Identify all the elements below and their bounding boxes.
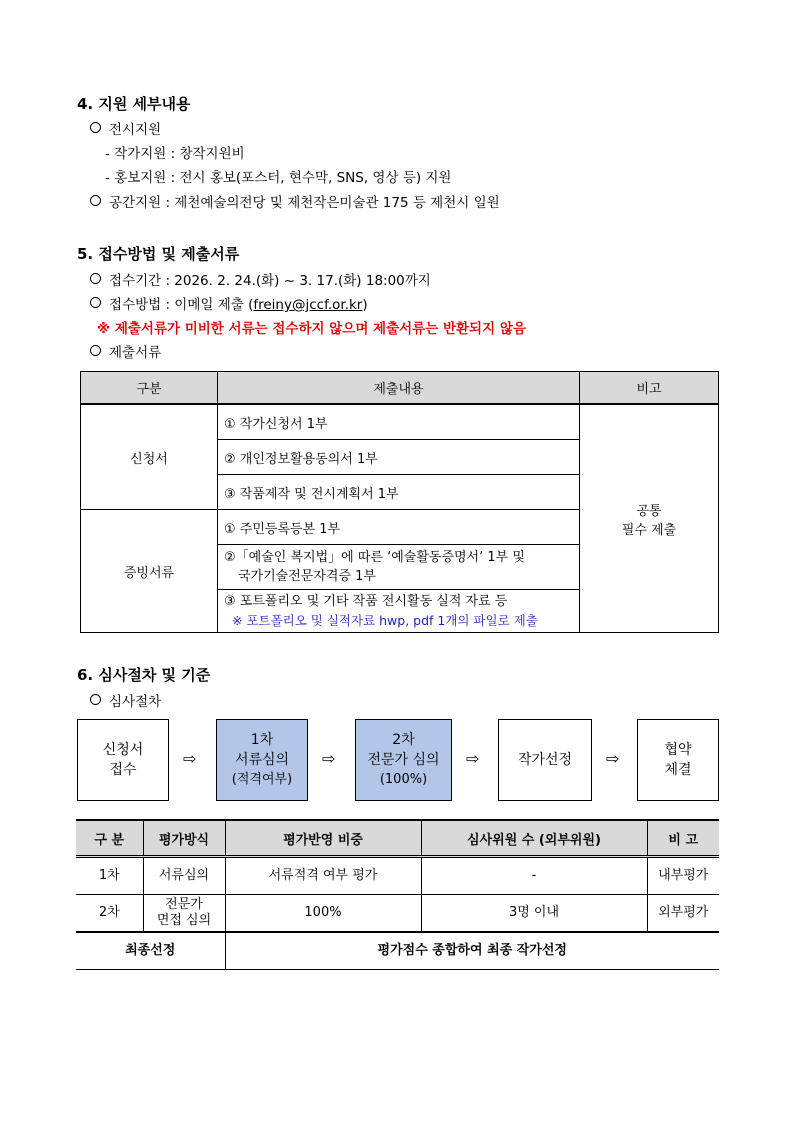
doc-item: [218, 590, 580, 633]
email-link[interactable]: freiny@jccf.or.kr: [253, 297, 363, 313]
documents-table: [80, 371, 719, 633]
final-label: 최종선정: [76, 932, 225, 970]
documents-item: [90, 341, 161, 361]
circle-bullet-icon: [90, 195, 101, 206]
circle-bullet-icon: [90, 345, 101, 356]
final-text: 평가점수 종합하여 최종 작가선정: [225, 932, 719, 970]
step-line: 접수: [109, 762, 137, 778]
right-arrow-icon: ⇨: [322, 749, 336, 768]
table-row: [76, 857, 719, 895]
doc-item: ③ 작품제작 및 전시계획서 1부: [218, 475, 580, 510]
table-row: [76, 895, 719, 933]
final-selection-row: [76, 932, 719, 970]
table-header-row: [81, 372, 719, 405]
promotion-support-line: - 홍보지원 : 전시 홍보(포스터, 현수막, SNS, 영상 등) 지원: [105, 170, 452, 186]
header-remark: 비고: [580, 372, 719, 405]
cell-method: 전문가 면접 심의: [143, 895, 225, 933]
reception-period-item: [90, 269, 431, 289]
remark-line: 공통: [636, 503, 662, 519]
header-stage: 구 분: [76, 820, 143, 857]
doc-item-line: 국가기술전문자격증 1부: [238, 569, 376, 584]
table-header-row: [76, 820, 719, 857]
step-first-review: [216, 719, 308, 801]
item-text: 전시지원: [109, 122, 162, 138]
step-line: 2차: [392, 732, 415, 748]
table-row: [81, 404, 719, 440]
item-text: 공간지원 : 제천예술의전당 및 제천작은미술관 175 등 제천시 일원: [109, 195, 500, 211]
doc-item: ① 작가신청서 1부: [218, 404, 580, 440]
doc-item: ② 개인정보활용동의서 1부: [218, 440, 580, 475]
cell-stage: 1차: [76, 857, 143, 895]
step-line: 전문가 심의: [367, 752, 440, 768]
step-agreement: [637, 719, 719, 801]
item-text: ): [362, 297, 368, 313]
header-content: 제출내용: [218, 372, 580, 405]
right-arrow-icon: ⇨: [183, 749, 197, 768]
doc-item: [218, 545, 580, 590]
space-support-item: [90, 191, 500, 211]
group-evidence: 증빙서류: [81, 510, 218, 633]
artist-support-line: - 작가지원 : 창작지원비: [105, 146, 245, 162]
header-category: 구분: [81, 372, 218, 405]
reception-method-item: [90, 293, 368, 313]
cell-judges: 3명 이내: [421, 895, 647, 933]
step-line: 신청서: [102, 742, 144, 758]
step-line: (적격여부): [231, 772, 293, 787]
header-method: 평가방식: [143, 820, 225, 857]
remark-cell: [580, 404, 719, 633]
step-line: 서류심의: [234, 752, 290, 768]
doc-item: ① 주민등록등본 1부: [218, 510, 580, 545]
cell-method: 서류심의: [143, 857, 225, 895]
section-6-title: 6. 심사절차 및 기준: [77, 666, 211, 684]
step-line: 작가선정: [517, 752, 573, 768]
section-5-title: 5. 접수방법 및 제출서류: [77, 245, 240, 263]
cell-remark: 외부평가: [647, 895, 719, 933]
item-text: 접수기간 : 2026. 2. 24.(화) ~ 3. 17.(화) 18:00까지: [109, 273, 431, 289]
cell-judges: -: [421, 857, 647, 895]
cell-stage: 2차: [76, 895, 143, 933]
item-text: 심사절차: [109, 694, 162, 710]
group-application: 신청서: [81, 404, 218, 510]
support-exhibition-item: [90, 118, 161, 138]
circle-bullet-icon: [90, 297, 101, 308]
header-judges: 심사위원 수 (외부위원): [421, 820, 647, 857]
step-application: [77, 719, 169, 801]
right-arrow-icon: ⇨: [606, 749, 620, 768]
item-text: 접수방법 : 이메일 제출 (: [109, 297, 254, 313]
remark-line: 필수 제출: [621, 522, 677, 538]
step-line: 1차: [250, 732, 274, 748]
circle-bullet-icon: [90, 273, 101, 284]
item-text: 제출서류: [109, 345, 162, 361]
cell-remark: 내부평가: [647, 857, 719, 895]
header-remark: 비 고: [647, 820, 719, 857]
process-label-item: [90, 690, 161, 710]
doc-item-line: ②「예술인 복지법」에 따른 ‘예술활동증명서’ 1부 및: [224, 550, 525, 565]
cell-weight: 100%: [225, 895, 421, 933]
header-weight: 평가반영 비중: [225, 820, 421, 857]
evaluation-table: [76, 819, 719, 970]
step-line: 체결: [664, 762, 692, 778]
step-artist-selection: [498, 719, 592, 801]
step-line: (100%): [379, 772, 428, 787]
step-line: 협약: [664, 742, 692, 758]
cell-weight: 서류적격 여부 평가: [225, 857, 421, 895]
circle-bullet-icon: [90, 694, 101, 705]
warning-notice: ※ 제출서류가 미비한 서류는 접수하지 않으며 제출서류는 반환되지 않음: [97, 321, 526, 337]
doc-note: ※ 포트폴리오 및 실적자료 hwp, pdf 1개의 파일로 제출: [232, 613, 538, 628]
circle-bullet-icon: [90, 122, 101, 133]
section-4-title: 4. 지원 세부내용: [77, 95, 191, 113]
step-second-review: [355, 719, 452, 801]
right-arrow-icon: ⇨: [466, 749, 480, 768]
doc-item-line: ③ 포트폴리오 및 기타 작품 전시활동 실적 자료 등: [224, 594, 508, 609]
